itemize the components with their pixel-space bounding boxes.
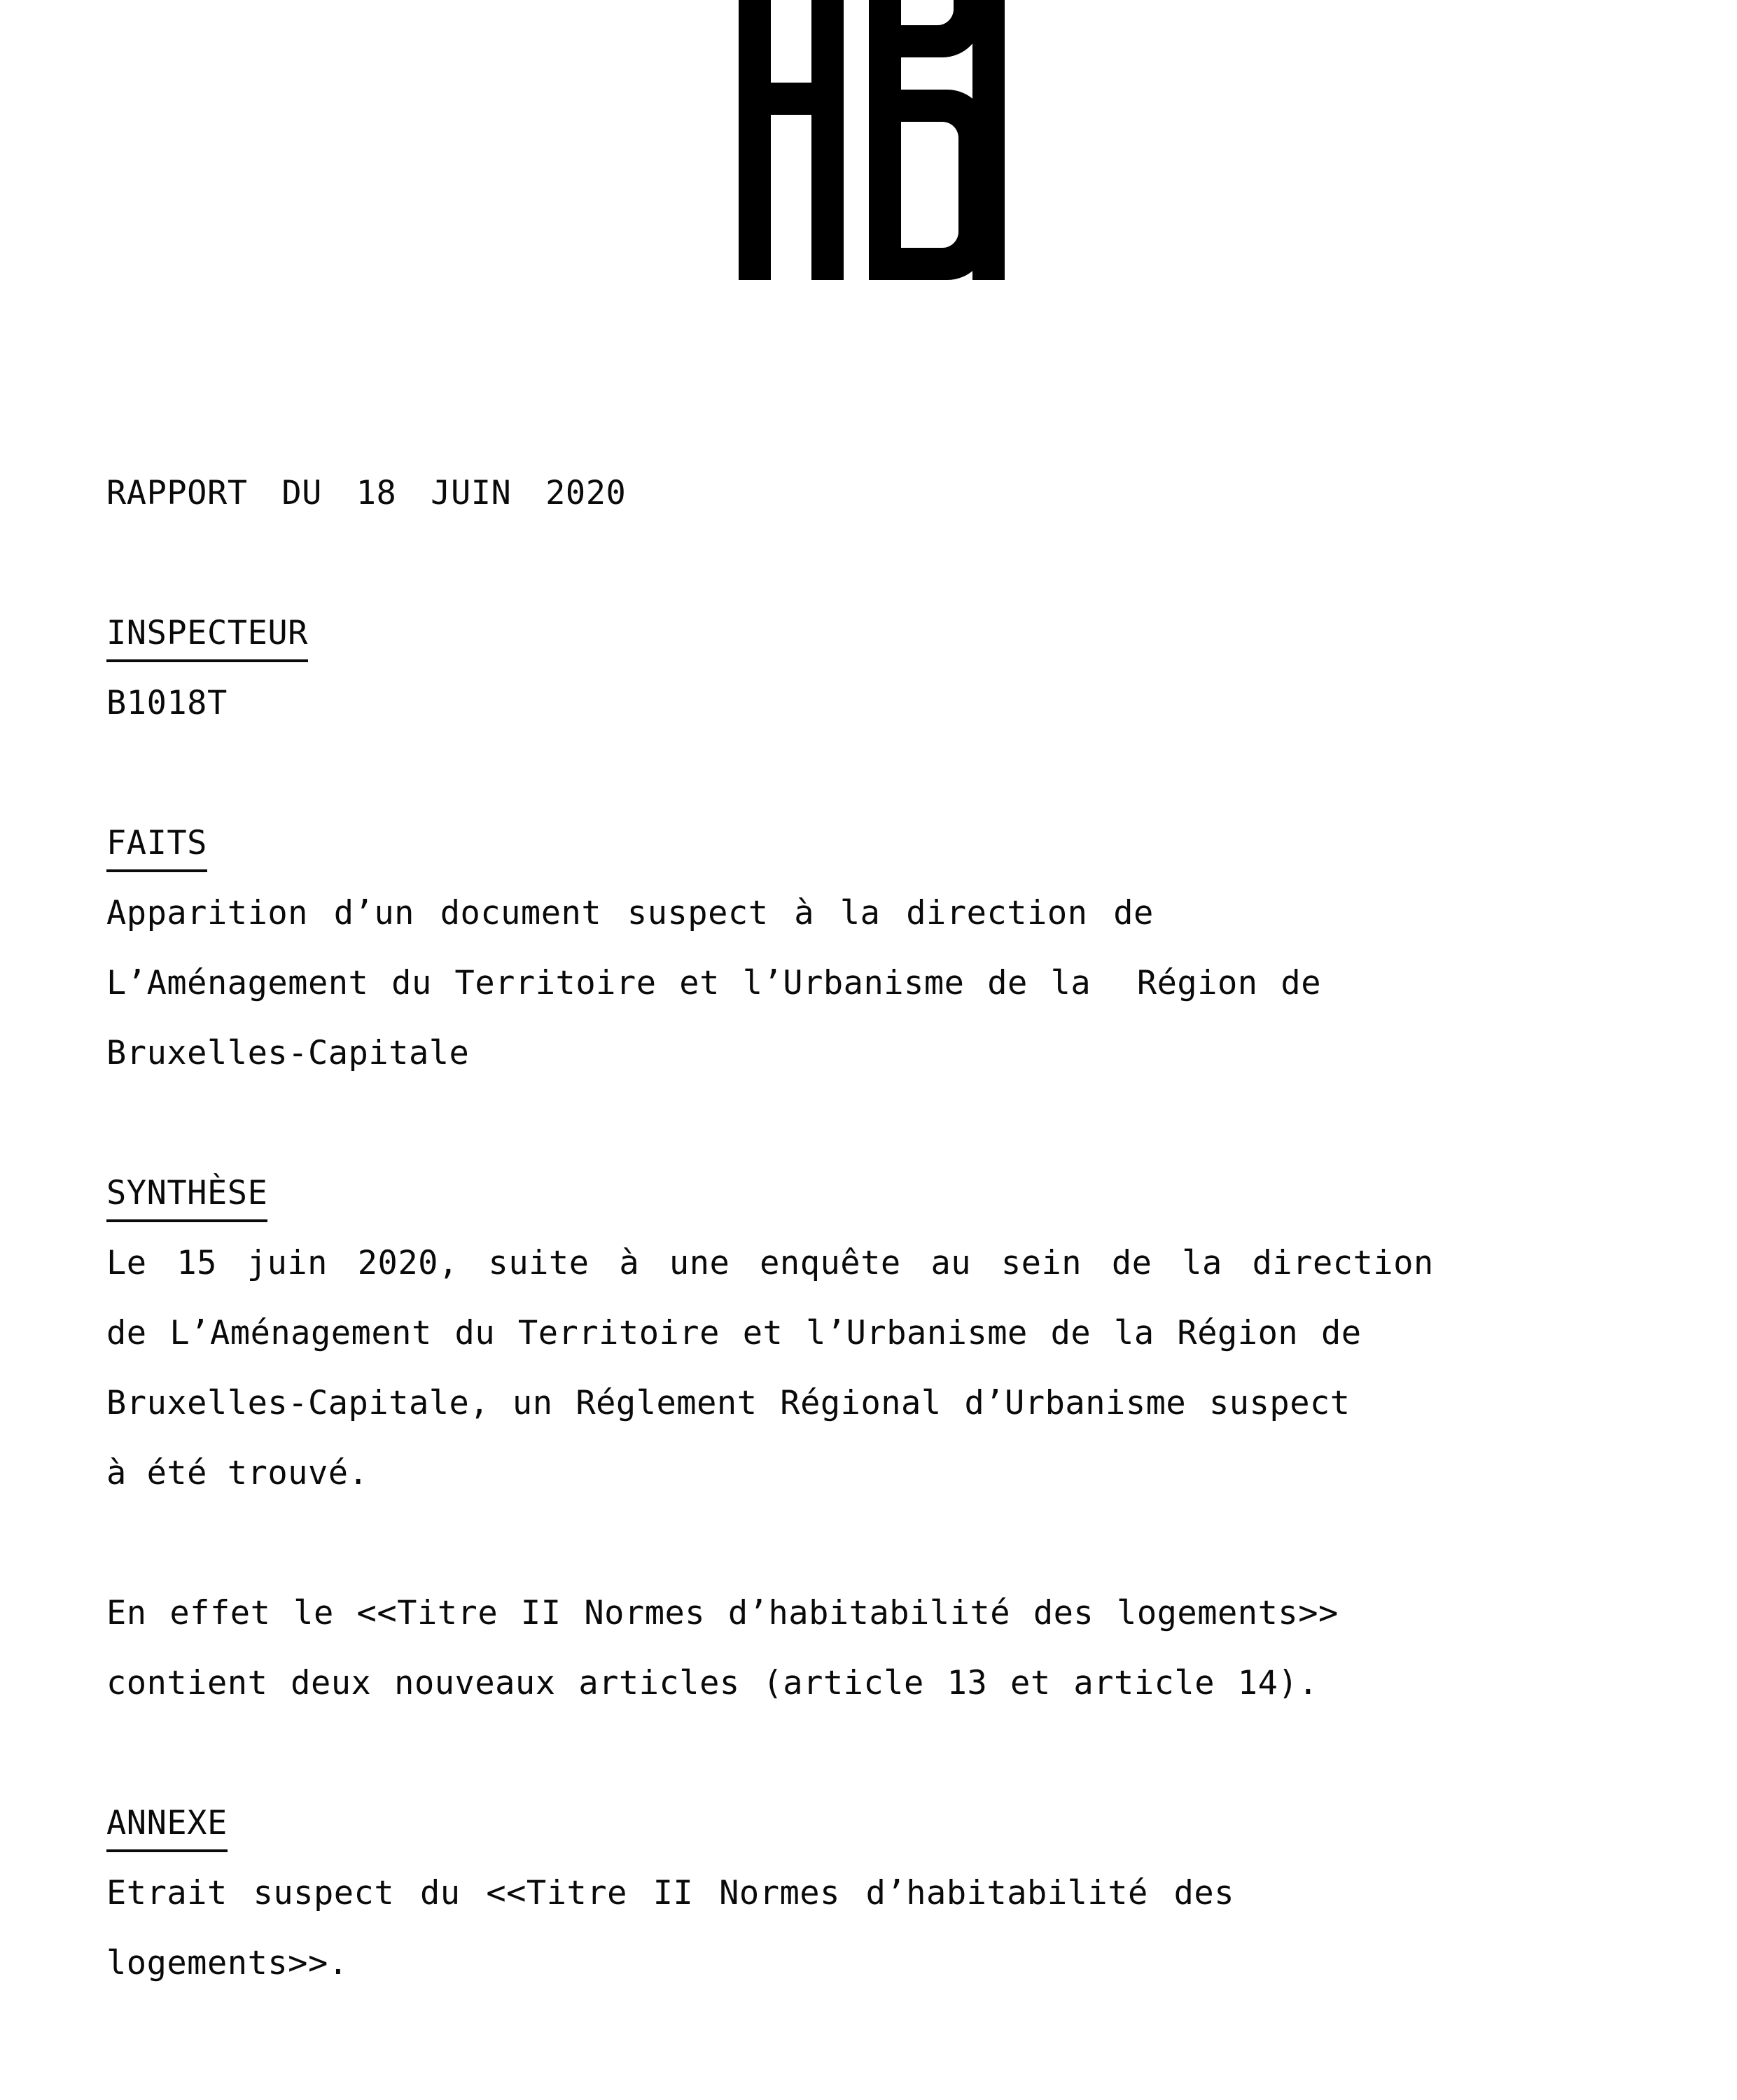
inspecteur-id: B1018T (106, 684, 228, 722)
spacer (106, 1088, 1612, 1158)
spacer (106, 1718, 1612, 1788)
synthese-line-blank (106, 1508, 1612, 1578)
spacer (106, 738, 1612, 808)
hbi-logo (739, 0, 1005, 280)
synthese-line: Bruxelles-Capitale, un Réglement Régional d’Urbanisme suspect (106, 1384, 1351, 1422)
synthese-line: En effet le <<Titre II Normes d’habitabilité des logements>> (106, 1594, 1339, 1632)
report-title: RAPPORT DU 18 JUIN 2020 (106, 474, 627, 512)
report-body (106, 458, 1612, 1998)
section-heading-inspecteur-label: INSPECTEUR (106, 614, 308, 662)
section-heading-annexe (106, 1788, 1612, 1858)
faits-line: L’Aménagement du Territoire et l’Urbanisme de la Région de (106, 964, 1321, 1002)
faits-line: Bruxelles-Capitale (106, 1034, 470, 1072)
section-heading-inspecteur (106, 598, 1612, 668)
section-heading-synthese (106, 1158, 1612, 1228)
annexe-line: logements>>. (106, 1944, 349, 1982)
spacer (106, 528, 1612, 598)
synthese-line: à été trouvé. (106, 1454, 369, 1492)
faits-line: Apparition d’un document suspect à la direction de (106, 894, 1154, 932)
synthese-line: contient deux nouveaux articles (article 13 et article 14). (106, 1664, 1318, 1702)
synthese-line: Le 15 juin 2020, suite à une enquête au sein de la direction (106, 1244, 1434, 1282)
synthese-line: de L’Aménagement du Territoire et l’Urbanisme de la Région de (106, 1314, 1362, 1352)
section-heading-faits-label: FAITS (106, 824, 207, 872)
section-heading-faits (106, 808, 1612, 878)
section-heading-synthese-label: SYNTHÈSE (106, 1174, 267, 1222)
annexe-line: Etrait suspect du <<Titre II Normes d’habitabilité des (106, 1874, 1235, 1912)
section-heading-annexe-label: ANNEXE (106, 1804, 228, 1852)
